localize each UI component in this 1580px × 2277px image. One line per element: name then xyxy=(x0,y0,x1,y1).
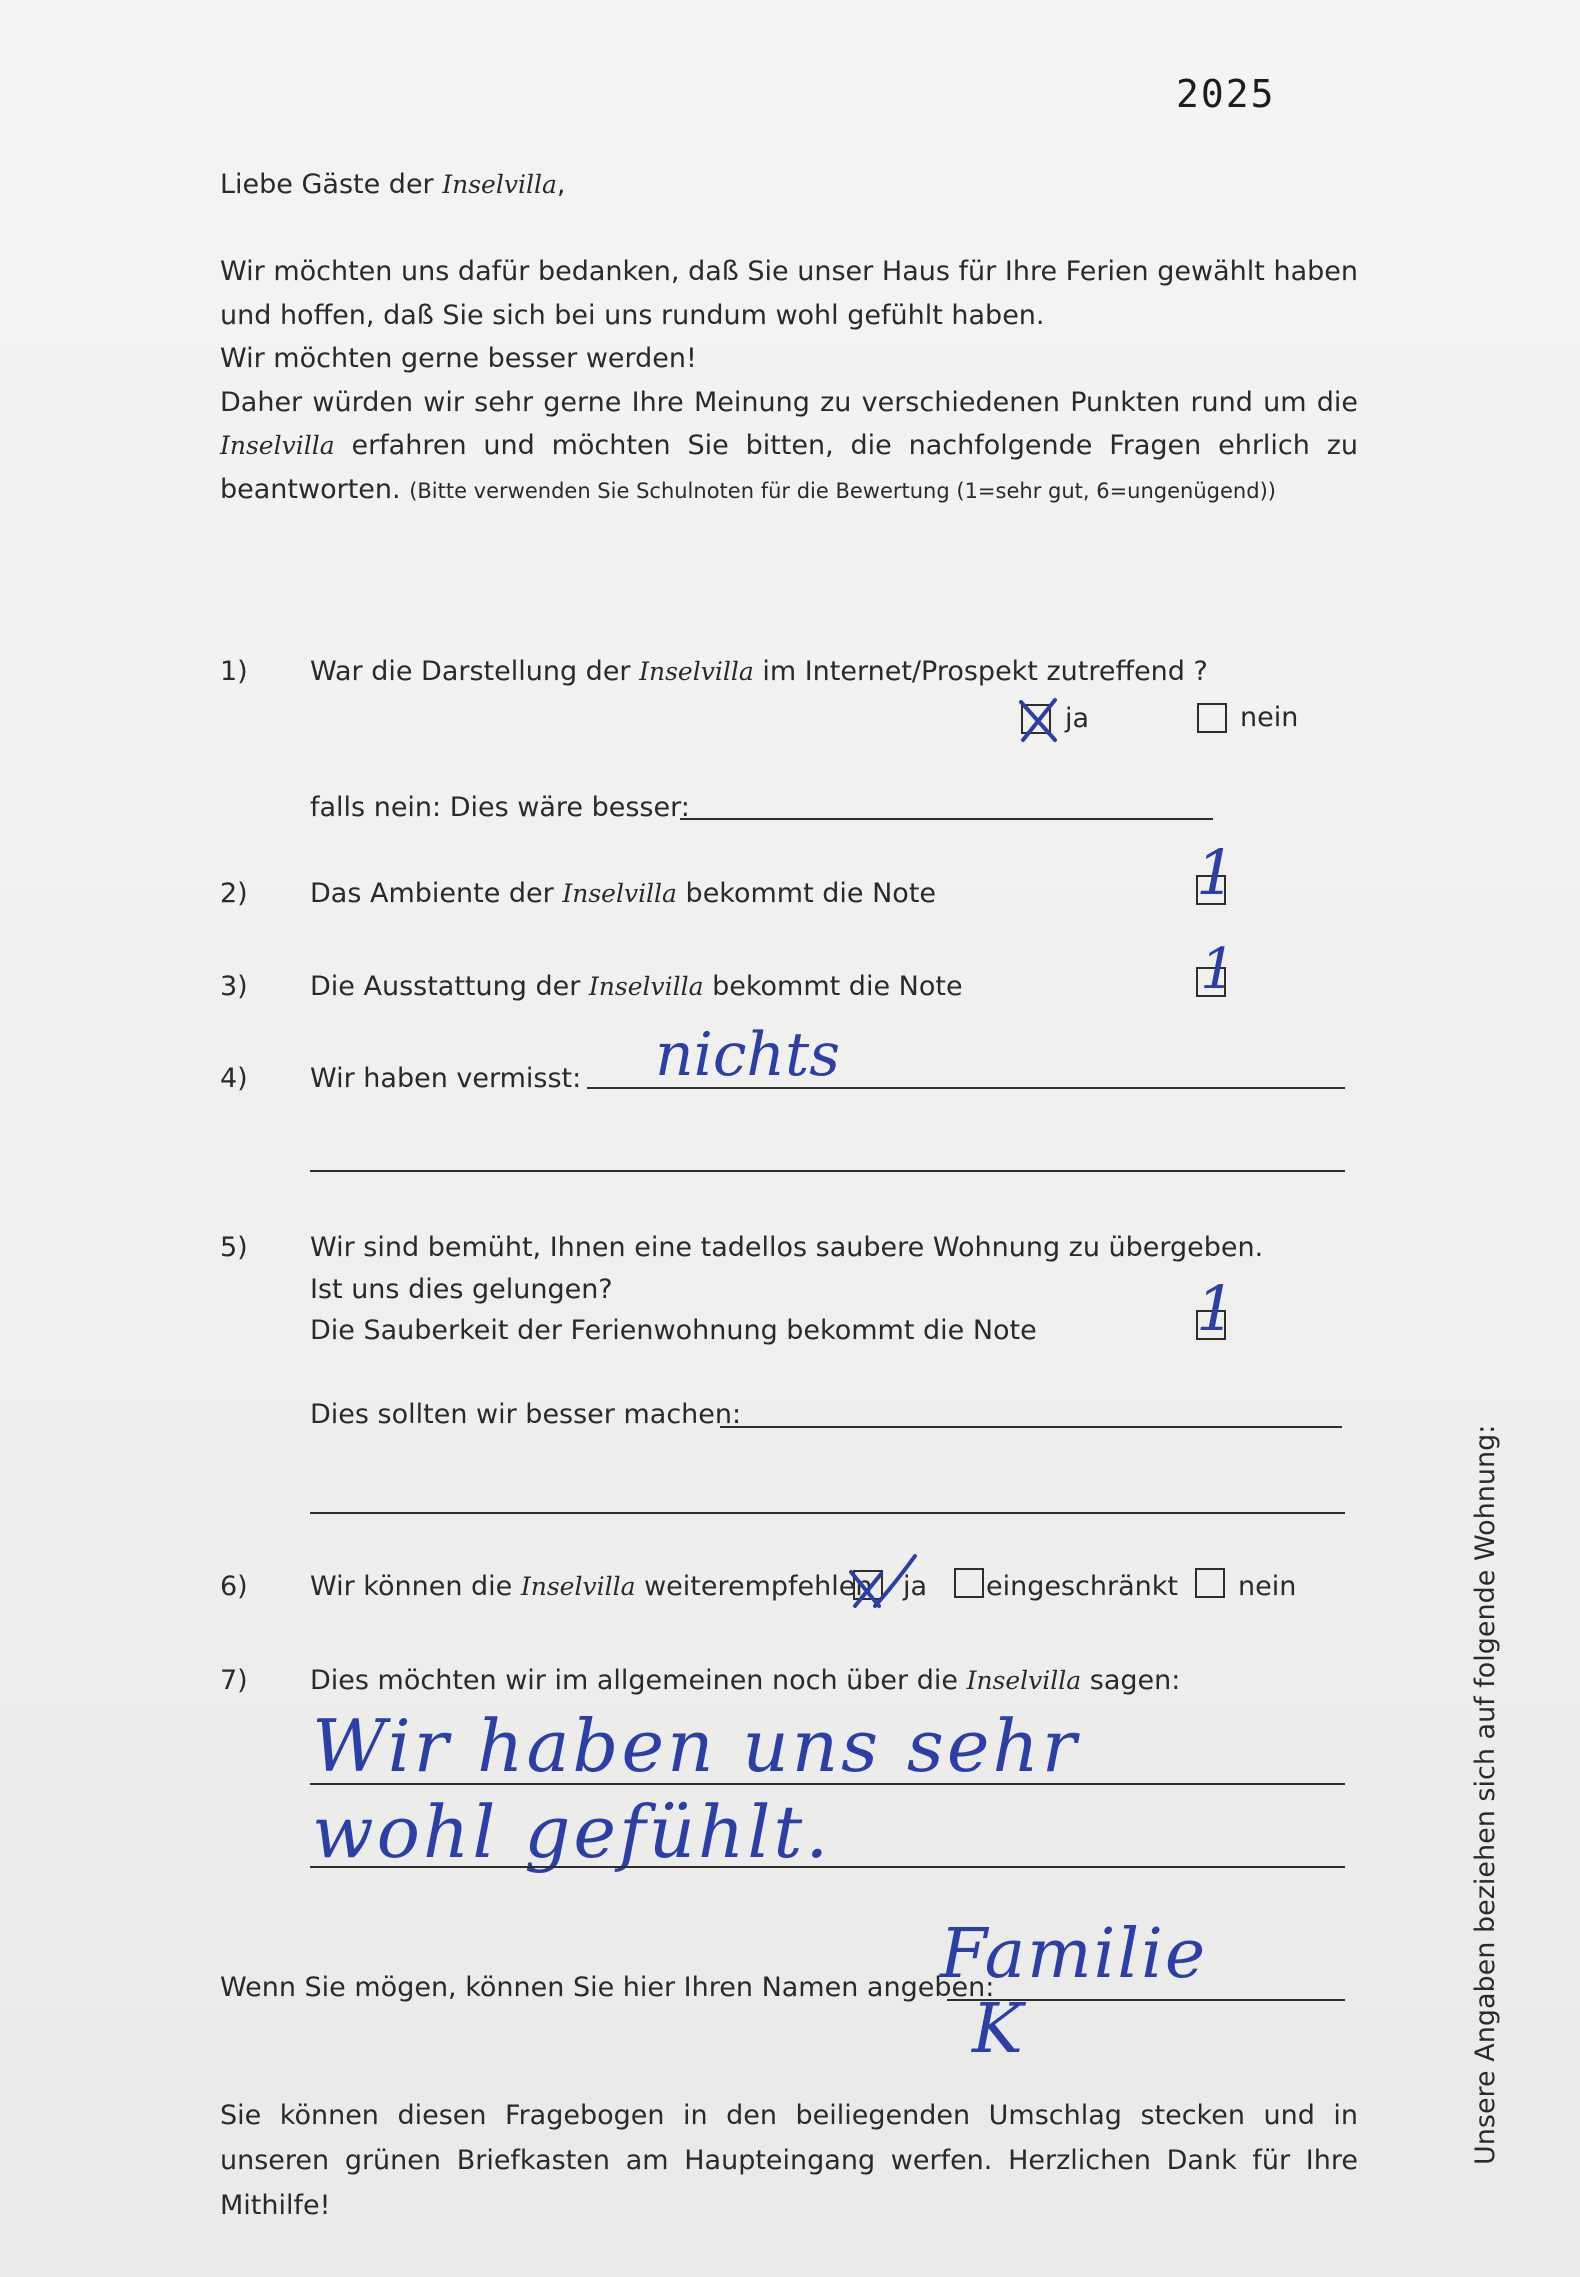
q6-pre: Wir können die xyxy=(310,1571,521,1602)
q4-label: Wir haben vermisst: xyxy=(310,1063,582,1094)
intro-grading-note: (Bitte verwenden Sie Schulnoten für die Bewertung (1=sehr gut, 6=ungenügend)) xyxy=(409,478,1276,503)
q5-followup-label: Dies sollten wir besser machen: xyxy=(310,1399,742,1430)
q2-question xyxy=(310,873,936,915)
greeting-pre: Liebe Gäste der xyxy=(220,169,443,200)
greeting-brand: Inselvilla xyxy=(442,170,557,199)
q3-grade-value: 1 xyxy=(1200,937,1236,1002)
q7-question xyxy=(310,1660,1180,1702)
q2-grade-value: 1 xyxy=(1196,836,1236,909)
intro-paragraph-1: Wir möchten uns dafür bedanken, daß Sie unser Haus für Ihre Ferien gewählt haben und hoffen, daß Sie sich bei uns rundum wohl gefühlt haben. xyxy=(220,256,1358,331)
q6-question xyxy=(310,1566,872,1608)
q6-limited-checkbox[interactable] xyxy=(954,1568,984,1598)
q1-brand: Inselvilla xyxy=(639,657,754,686)
q1-no-checkbox[interactable] xyxy=(1197,703,1227,733)
q1-no-label: nein xyxy=(1240,702,1299,733)
intro-p3-pre: Daher würden wir sehr gerne Ihre Meinung zu verschiedenen Punkten rund um die xyxy=(220,386,1358,418)
q7-answer-line-1: Wir haben uns sehr xyxy=(312,1704,1080,1788)
q1-followup-label: falls nein: Dies wäre besser: xyxy=(310,792,690,823)
q1-post: im Internet/Prospekt zutreffend ? xyxy=(753,656,1208,687)
q5-followup-line-1[interactable] xyxy=(720,1426,1342,1428)
q6-post: weiterempfehlen xyxy=(635,1571,873,1602)
name-value-line-2: K xyxy=(972,1990,1023,2069)
q7-post: sagen: xyxy=(1081,1665,1181,1696)
q6-limited-label: eingeschränkt xyxy=(986,1571,1178,1602)
q1-pre: War die Darstellung der xyxy=(310,656,640,687)
q7-number: 7) xyxy=(220,1665,248,1696)
footer-text: Sie können diesen Fragebogen in den beiliegenden Umschlag stecken und in unseren grünen Briefkasten am Haupteingang werfen. Herzlichen Dank für Ihre Mithilfe! xyxy=(220,2100,1358,2221)
apartment-side-note: Unsere Angaben beziehen sich auf folgende Wohnung: xyxy=(1470,1424,1501,2165)
intro-paragraph-3 xyxy=(220,381,1358,514)
name-label: Wenn Sie mögen, können Sie hier Ihren Namen angeben: xyxy=(220,1972,995,2003)
q4-number: 4) xyxy=(220,1063,248,1094)
q2-post: bekommt die Note xyxy=(676,878,937,909)
name-value-line-1: Familie xyxy=(940,1915,1208,1994)
q3-post: bekommt die Note xyxy=(703,971,963,1002)
q5-number: 5) xyxy=(220,1232,248,1263)
intro-p3-mid: erfahren und möchten Sie bitten, die nachfolgende Fragen ehrlich zu beantworten. xyxy=(220,430,1358,505)
q7-answer-line-2: wohl gefühlt. xyxy=(312,1790,832,1874)
intro-paragraph-2: Wir möchten gerne besser werden! xyxy=(220,343,697,374)
year-label: 2025 xyxy=(1176,72,1276,116)
q1-question xyxy=(310,651,1208,693)
q6-number: 6) xyxy=(220,1571,248,1602)
q4-answer-line-2[interactable] xyxy=(310,1170,1345,1172)
q4-answer: nichts xyxy=(655,1020,840,1090)
q2-brand: Inselvilla xyxy=(562,879,677,908)
q1-number: 1) xyxy=(220,656,248,687)
intro-p3-brand: Inselvilla xyxy=(220,431,335,460)
q1-yes-label: ja xyxy=(1065,703,1090,734)
q7-line-2[interactable] xyxy=(310,1866,1345,1868)
q7-pre: Dies möchten wir im allgemeinen noch über die xyxy=(310,1665,967,1696)
q5-line-3: Die Sauberkeit der Ferienwohnung bekommt die Note xyxy=(310,1315,1037,1346)
q7-brand: Inselvilla xyxy=(966,1666,1082,1695)
q2-pre: Das Ambiente der xyxy=(310,878,563,909)
q1-yes-check-mark xyxy=(1015,694,1063,746)
q3-brand: Inselvilla xyxy=(588,972,704,1001)
intro-text xyxy=(220,250,1358,513)
q1-followup-line[interactable] xyxy=(680,818,1213,820)
greeting-post: , xyxy=(556,169,566,200)
q5-line-2: Ist uns dies gelungen? xyxy=(310,1274,613,1305)
q5-line-1: Wir sind bemüht, Ihnen eine tadellos saubere Wohnung zu übergeben. xyxy=(310,1232,1264,1263)
q3-pre: Die Ausstattung der xyxy=(310,971,589,1002)
q6-yes-label: ja xyxy=(903,1571,928,1602)
greeting xyxy=(220,164,565,206)
q6-no-checkbox[interactable] xyxy=(1195,1568,1225,1598)
q5-grade-value: 1 xyxy=(1196,1272,1236,1345)
q2-number: 2) xyxy=(220,878,248,909)
q3-question xyxy=(310,966,963,1008)
q7-line-1[interactable] xyxy=(310,1783,1345,1785)
q6-no-label: nein xyxy=(1238,1571,1297,1602)
q5-followup-line-2[interactable] xyxy=(310,1512,1345,1514)
q3-number: 3) xyxy=(220,971,248,1002)
q6-brand: Inselvilla xyxy=(520,1572,636,1601)
